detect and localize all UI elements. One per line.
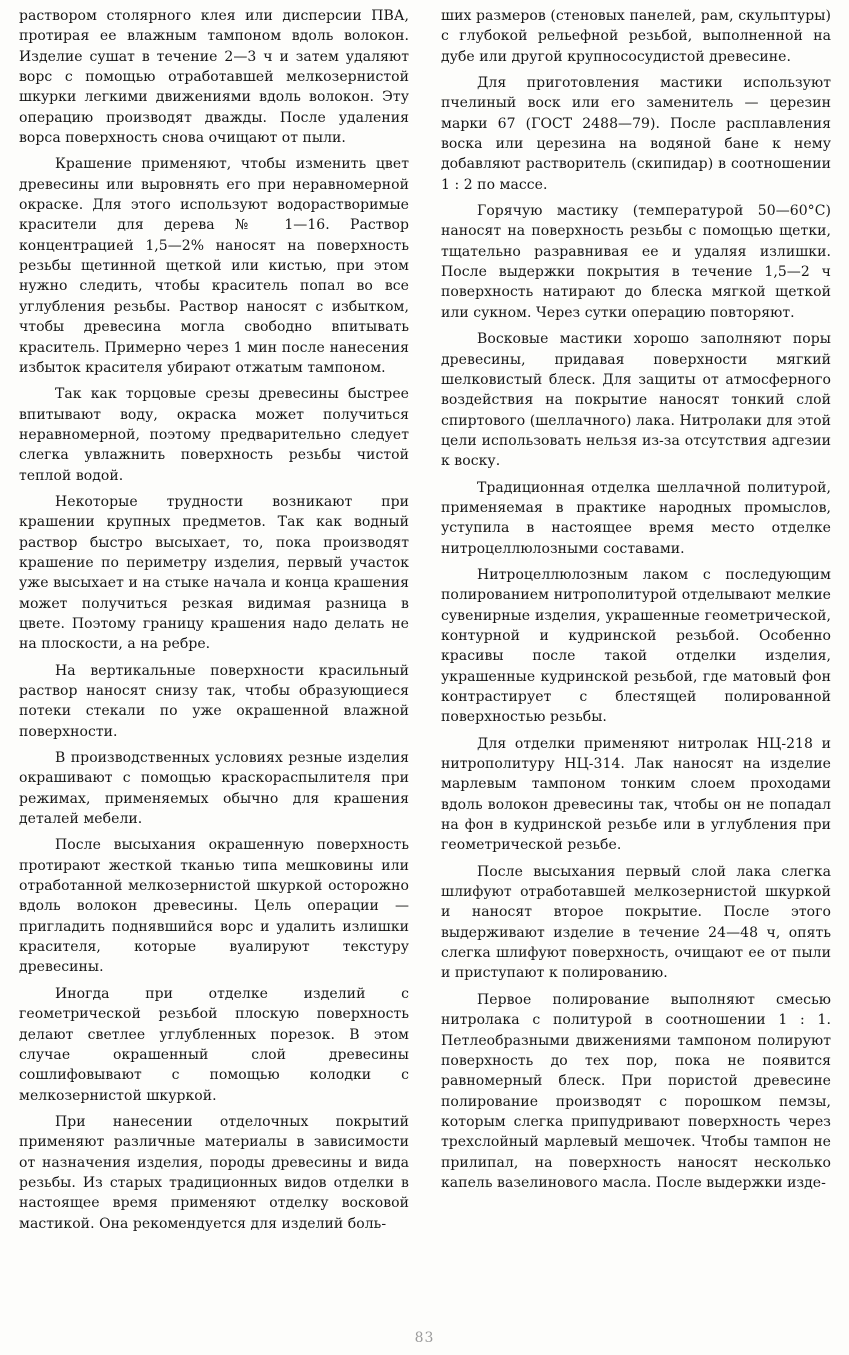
paragraph: После высыхания первый слой лака слегка шлифуют отработавшей мелкозернистой шкуркой и наносят второе покрытие. После этого выдерживают изделие в течение 24—48 ч, опять слегка шлифуют поверхность, очищают ее от пыли и приступают к полированию. [441, 863, 831, 982]
page-number: 83 [414, 1330, 435, 1346]
paragraph: Иногда при отделке изделий с геометрической резьбой плоскую поверхность делают светлее углубленных порезок. В этом случае окрашенный слой древесины сошлифовывают с помощью колодки с мелкозернистой шкуркой. [19, 985, 409, 1104]
paragraph: Горячую мастику (температурой 50—60°С) наносят на поверхность резьбы с помощью щетки, тщательно разравнивая ее и удаляя излишки. После выдержки покрытия в течение 1,5—2 ч поверхность натирают до блеска мягкой щеткой или сукном. Через сутки операцию повторяют. [441, 203, 831, 321]
paragraph: Некоторые трудности возникают при крашении крупных предметов. Так как водный раствор быстро высыхает, то, пока производят крашение по периметру изделия, первый участок уже высыхает и на стыке начала и конца крашения может получиться резкая видимая разница в цвете. Поэтому границу крашения надо делать не на плоскости, а на ребре. [19, 493, 409, 653]
paragraph: ших размеров (стеновых панелей, рам, скульптуры) с глубокой рельефной резьбой, выполненной на дубе или другой крупнососудистой древесине. [441, 8, 831, 65]
paragraph: Крашение применяют, чтобы изменить цвет древесины или выровнять его при неравномерной окраске. Для этого используют водорастворимые красители для дерева № 1—16. Раствор концентрацией 1,5—2% наносят на поверхность резьбы щетинной щеткой или кистью, при этом нужно следить, чтобы краситель попал во все углубления резьбы. Раствор наносят с избытком, чтобы древесина могла свободно впитывать краситель. Примерно через 1 мин после нанесения избыток красителя убирают отжатым тампоном. [19, 156, 409, 376]
text-column-right [441, 6, 831, 1199]
paragraph: Первое полирование выполняют смесью нитролака с политурой в соотношении 1 : 1. Петлеобразными движениями тампоном полируют поверхность до тех пор, пока не появится равномерный блеск. При пористой древесине полирование производят с порошком пемзы, которым слегка припудривают поверхность через трехслойный марлевый мешочек. Чтобы тампон не прилипал, на поверхность наносят несколько капель вазелинового масла. После выдержки изде- [441, 991, 831, 1191]
paragraph: В производственных условиях резные изделия окрашивают с помощью краскораспылителя при режимах, применяемых обычно для крашения деталей мебели. [19, 750, 409, 828]
text-column-left [19, 6, 409, 1240]
paragraph: Восковые мастики хорошо заполняют поры древесины, придавая поверхности мягкий шелковистый блеск. Для защиты от атмосферного воздействия на покрытие наносят тонкий слой спиртового (шеллачного) лака. Нитролаки для этой цели использовать нельзя из-за отсутствия адгезии к воску. [441, 331, 831, 470]
paragraph: На вертикальные поверхности красильный раствор наносят снизу так, чтобы образующиеся потеки стекали по уже окрашенной влажной поверхности. [19, 662, 409, 740]
paragraph: При нанесении отделочных покрытий применяют различные материалы в зависимости от назначения изделия, породы древесины и вида резьбы. Из старых традиционных видов отделки в настоящее время применяют отделку восковой мастикой. Она рекомендуется для изделий боль- [19, 1113, 409, 1232]
paragraph: Для отделки применяют нитролак НЦ-218 и нитрополитуру НЦ-314. Лак наносят на изделие марлевым тампоном тонким слоем проходами вдоль волокон древесины так, чтобы он не попадал на фон в кудринской резьбе или в углубления при геометрической резьбе. [441, 735, 831, 854]
paragraph: Для приготовления мастики используют пчелиный воск или его заменитель — церезин марки 67 (ГОСТ 2488—79). После расплавления воска или церезина на водяной бане к нему добавляют растворитель (скипидар) в соотношении 1 : 2 по массе. [441, 75, 831, 193]
paragraph: Нитроцеллюлозным лаком с последующим полированием нитрополитурой отделывают мелкие сувенирные изделия, украшенные геометрической, контурной и кудринской резьбой. Особенно красивы после такой отделки изделия, украшенные кудринской резьбой, где матовый фон контрастирует с блестящей полированной поверхностью резьбы. [441, 566, 831, 726]
paragraph: Традиционная отделка шеллачной политурой, применяемая в практике народных промыслов, уступила в настоящее время место отделке нитроцеллюлозными составами. [441, 479, 831, 557]
paragraph: После высыхания окрашенную поверхность протирают жесткой тканью типа мешковины или отработанной мелкозернистой шкуркой осторожно вдоль волокон древесины. Цель операции — пригладить поднявшийся ворс и удалить излишки красителя, которые вуалируют текстуру древесины. [19, 837, 409, 976]
paragraph: раствором столярного клея или дисперсии ПВА, протирая ее влажным тампоном вдоль волокон. Изделие сушат в течение 2—3 ч и затем удаляют ворс с помощью отработавшей мелкозернистой шкурки легкими движениями вдоль волокон. Эту операцию производят дважды. После удаления ворса поверхность снова очищают от пыли. [19, 8, 409, 147]
paragraph: Так как торцовые срезы древесины быстрее впитывают воду, окраска может получиться неравномерной, поэтому предварительно следует слегка увлажнить поверхность резьбы чистой теплой водой. [19, 386, 409, 484]
